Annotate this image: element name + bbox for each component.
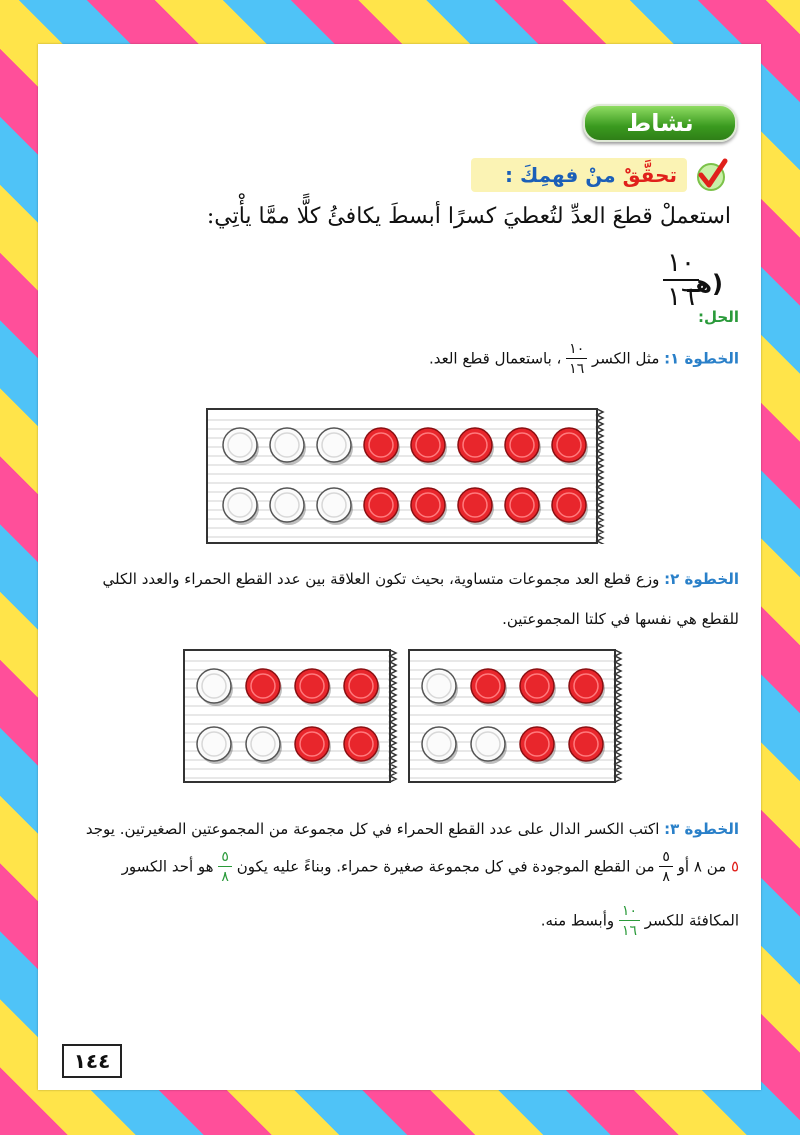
step1-label: الخطوة ١: — [664, 349, 739, 368]
check-word-understanding: منْ فهمِكَ : — [505, 163, 616, 187]
step1-line — [429, 342, 739, 376]
step3-fraction-a — [659, 850, 673, 884]
activity-badge: نشاط — [583, 104, 737, 142]
step3-text-3b: وأبسط منه. — [540, 911, 615, 930]
step3-line-2 — [122, 850, 739, 884]
step3-line-1 — [86, 820, 739, 838]
step3-red-five: ٥ — [730, 857, 739, 876]
step1-frac-num: ١٠ — [566, 342, 587, 359]
step3-text-2a: من ٨ أو — [677, 857, 727, 876]
page-number: ١٤٤ — [62, 1044, 122, 1078]
step2-line-2: للقطع هي نفسها في كلتا المجموعتين. — [502, 610, 739, 628]
instruction: استعملْ قطعَ العدِّ لتُعطيَ كسرًا أبسطَ يكافئُ كلًّا ممَّا يأْتِي: — [206, 204, 731, 229]
check-word-verify: تحقَّقْ — [622, 163, 677, 187]
problem-denominator: ١٦ — [667, 282, 695, 312]
step3-text-2c: هو أحد الكسور — [121, 857, 214, 876]
step1-fraction — [566, 342, 587, 376]
problem-numerator: ١٠ — [663, 250, 699, 281]
counter-mat-10-of-16 — [206, 408, 610, 544]
step3-frac-a-num: ٥ — [659, 850, 673, 867]
step1-text-a: مثل الكسر — [592, 349, 660, 368]
step3-frac-c-num: ١٠ — [619, 904, 640, 921]
step3-frac-b-den: ٨ — [221, 869, 229, 885]
counter-mat-group-left — [183, 649, 403, 783]
check-understanding-header — [471, 157, 729, 193]
checkmark-icon — [693, 157, 729, 193]
step3-fraction-c — [619, 904, 640, 938]
step3-line-3 — [541, 904, 739, 938]
step1-frac-den: ١٦ — [569, 361, 585, 377]
step3-label: الخطوة ٣: — [664, 820, 739, 838]
counter-mat-group-right — [408, 649, 628, 783]
problem-fraction — [663, 250, 699, 310]
solution-label: الحل: — [698, 308, 739, 326]
step2-text-1: وزع قطع العد مجموعات متساوية، بحيث تكون العلاقة بين عدد القطع الحمراء والعدد الكلي — [102, 570, 660, 588]
step3-frac-b-num: ٥ — [218, 850, 232, 867]
check-understanding-title — [471, 158, 687, 192]
step3-text-1: اكتب الكسر الدال على عدد القطع الحمراء في كل مجموعة من المجموعتين الصغيرتين. يوجد — [85, 820, 660, 838]
problem-label: هـ) — [687, 270, 723, 298]
step3-text-3a: المكافئة للكسر — [644, 911, 739, 930]
page — [38, 44, 761, 1090]
step2-label: الخطوة ٢: — [664, 570, 739, 588]
step1-text-b: ، باستعمال قطع العد. — [428, 349, 562, 368]
step3-fraction-b — [218, 850, 232, 884]
step3-text-2b: من القطع الموجودة في كل مجموعة صغيرة حمراء. وبناءً عليه يكون — [236, 857, 655, 876]
step2-line-1 — [102, 570, 739, 588]
step3-frac-a-den: ٨ — [662, 869, 670, 885]
step3-frac-c-den: ١٦ — [621, 923, 637, 939]
